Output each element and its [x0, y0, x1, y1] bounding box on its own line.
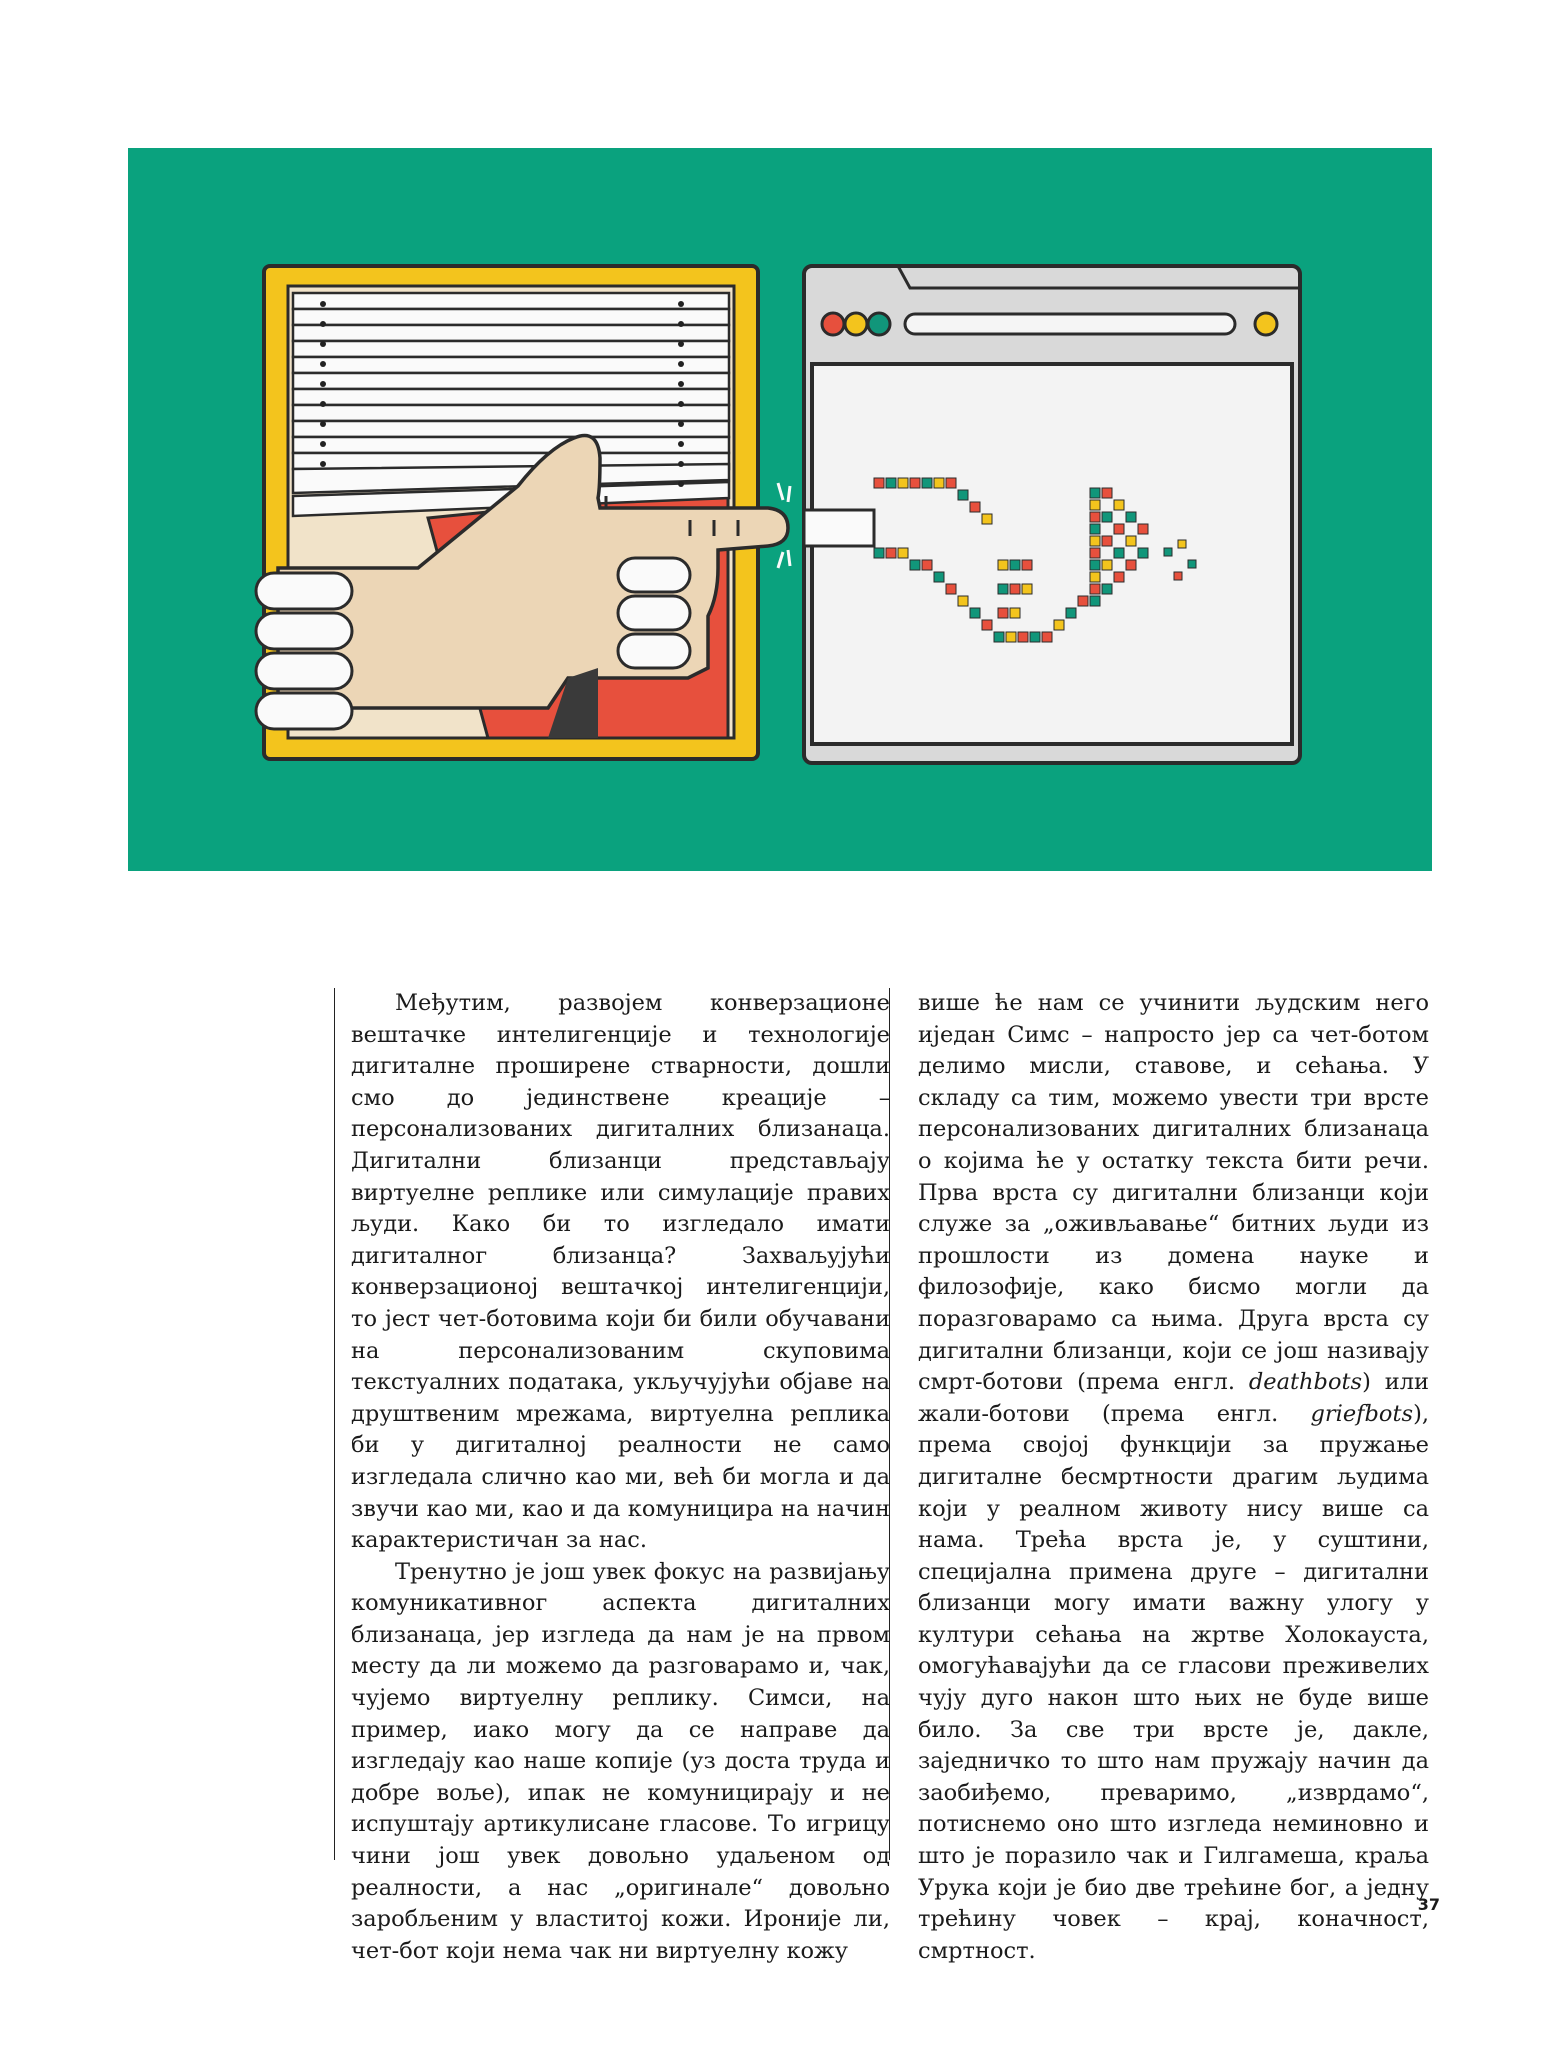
term-deathbots: deathbots — [1248, 1369, 1363, 1396]
window-blinds — [293, 293, 729, 516]
paragraph: Међутим, развојем конверзационе вештачке интелигенције и технологије дигиталне проширене стварности, дошли смо до јединствене креације – персонализованих дигиталних близанаца. Дигитални близанци представљају виртуелне реплике или симулације правих људи. Како би то изгледало имати дигиталног близанца? Захваљујући конверзационој вештачкој интелигенцији, то јест чет-ботовима који би били обучавани на персонализованим скуповима текстуалних података, укључујући објаве на друштвеним мрежама, виртуелна реплика би у дигиталној реалности не само изгледала слично као ми, већ би могла и да звучи као ми, као и да комуницира на начин карактеристичан за нас. — [351, 990, 890, 1554]
browser-close-dot — [822, 313, 844, 335]
hero-illustration — [128, 148, 1432, 871]
term-griefbots: griefbots — [1310, 1400, 1414, 1427]
text-run: више ће нам се учинити људским него иједан Симс – напросто јер са чет-ботом делимо мисли, ставове, и сећања. У складу са тим, можемо увести три врсте персонализованих дигиталних близанаца о којима ће у остатку текста бити речи. Прва врста су дигитални близанци који служе за „оживљавање“ битних људи из прошлости из домена науке и филозофије, како бисмо могли да поразговарамо са њима. Друга врста су дигитални близанци, који се још називају смрт-ботови (према енгл. — [918, 990, 1429, 1396]
paragraph: Тренутно је још увек фокус на развијању комуникативног аспекта дигиталних близанаца, јер изгледа да нам је на првом месту да ли можемо да разговарамо и, чак, чујемо виртуелну реплику. Симси, на пример, иако могу да се направе да изгледају као наше копије (уз доста труда и добре воље), ипак не комуницирају и не испуштају артикулисане гласове. То игрицу чини још увек довољно удаљеном од реалности, а нас „оригинале“ довољно заробљеним у властитој кожи. Ироније ли, чет-бот који нема чак ни виртуелну кожу — [351, 1558, 890, 1964]
browser-menu-dot — [1255, 313, 1277, 335]
paragraph — [918, 988, 1429, 1967]
text-run: ), према својој функцији за пружање дигиталне бесмртности драгим људима који у реалном животу нису више са нама. Трећа врста је, у суштини, специјална примена друге – дигитални близанци могу имати важну улогу у култури сећања на жртве Холокауста, омогућавајући да се гласови преживелих чују дуго након што њих не буде више било. За све три врсте је, дакле, заједничко то што нам пружају начин да заобиђемо, преваримо, „изврдамо“, потиснемо оно што изгледа неминовно и што је поразило чак и Гилгамеша, краља Урука који је био две трећине бог, а једну трећину човек – крај, коначност, смртност. — [918, 1400, 1429, 1964]
browser-maximize-dot — [868, 313, 890, 335]
text-run: ) или жали-ботови (према енгл. — [918, 1369, 1430, 1427]
article-column-1 — [334, 988, 890, 1964]
digital-twin-hand-illustration — [128, 148, 1432, 871]
browser-address-bar — [905, 314, 1235, 334]
page-number: 37 — [1417, 1895, 1440, 1914]
browser-minimize-dot — [845, 313, 867, 335]
